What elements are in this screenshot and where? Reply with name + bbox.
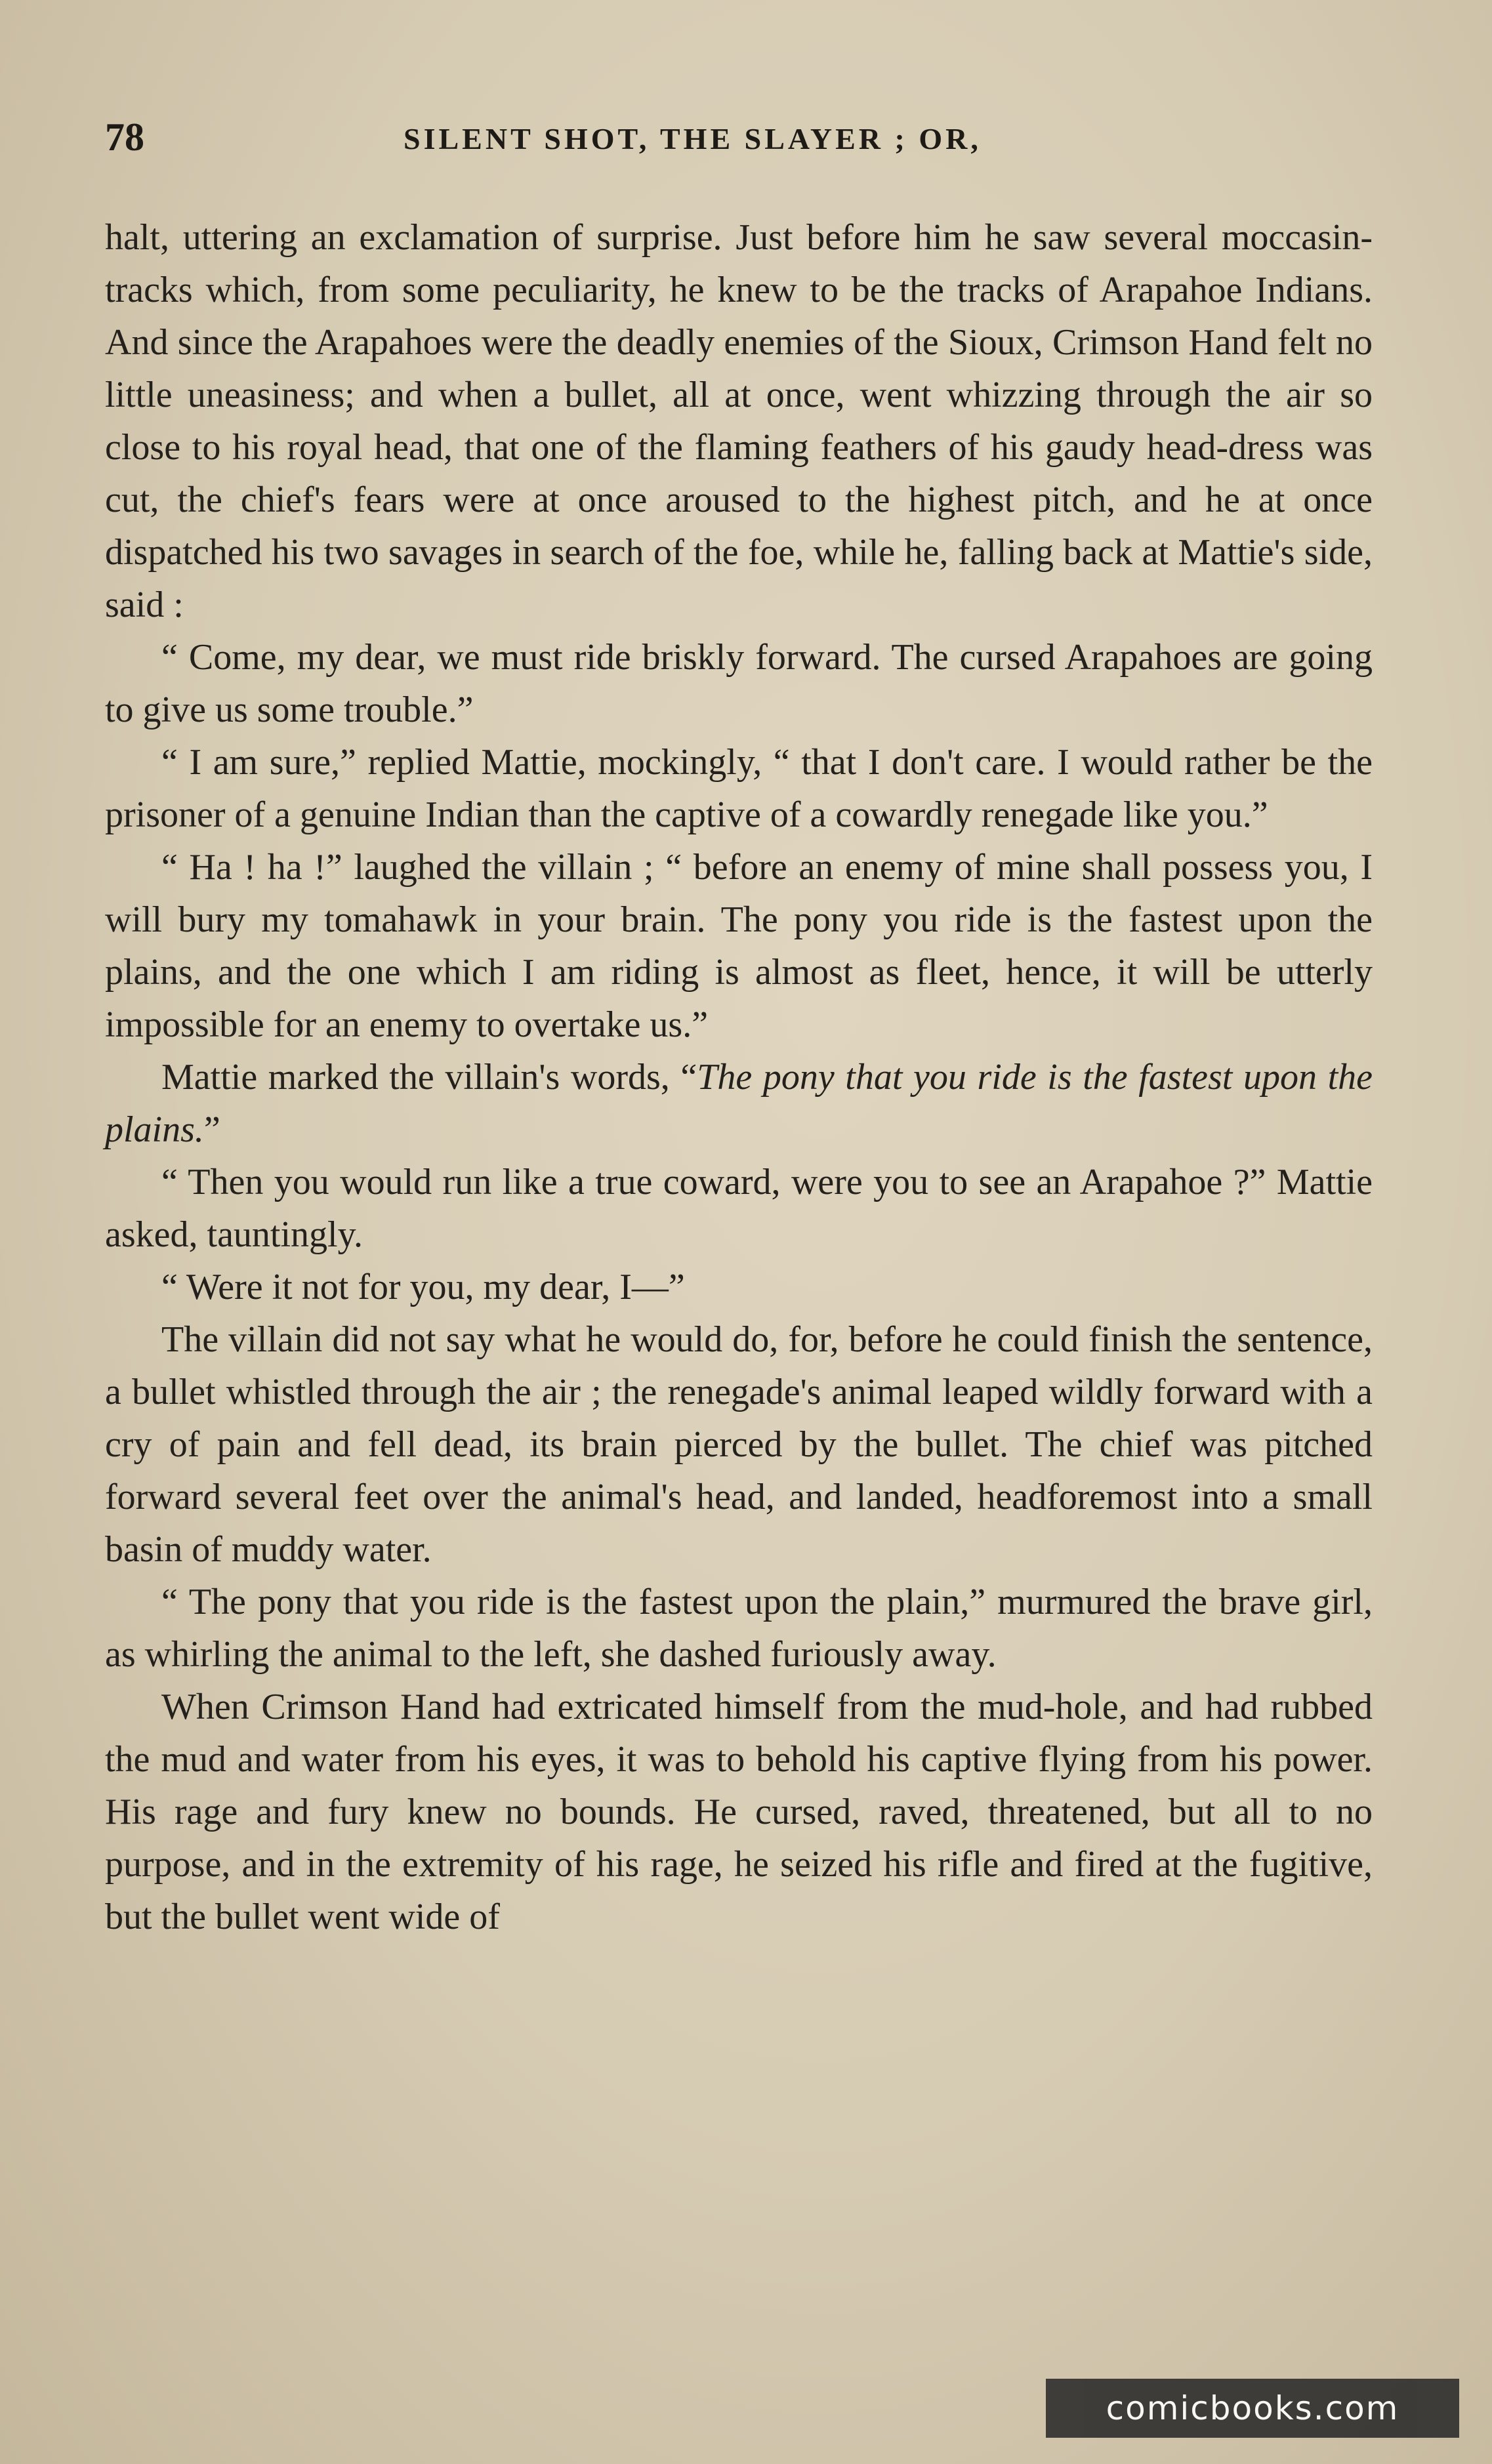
paragraph: “ Then you would run like a true coward, were you to see an Arapahoe ?” Mattie asked, tauntingly. — [105, 1162, 1373, 1255]
marked-quote: The pony that you ride is the fastest upon the plains. — [105, 1057, 1373, 1150]
marked-lead: Mattie marked the villain's words, “ — [161, 1057, 697, 1098]
paragraph: “ Ha ! ha !” laughed the villain ; “ before an enemy of mine shall possess you, I will bury my tomahawk in your brain. The pony you ride is the fastest upon the plains, and the one which I am riding is almost as fleet, hence, it will be utterly impossible for an enemy to overtake us.” — [105, 847, 1373, 1045]
paragraph: “ Were it not for you, my dear, I—” — [161, 1267, 685, 1307]
paragraph: halt, uttering an exclamation of surprise. Just before him he saw several moccasin-tracks which, from some peculiarity, he knew to be the tracks of Arapahoe Indians. And since the Arapahoes were the deadly enemies of the Sioux, Crimson Hand felt no little uneasiness; and when a bullet, all at once, went whizzing through the air so close to his royal head, that one of the flaming feathers of his gaudy head-dress was cut, the chief's fears were at once aroused to the highest pitch, and he at once dispatched his two savages in search of the foe, while he, falling back at Mattie's side, said : — [105, 217, 1373, 625]
marked-tail: ” — [203, 1109, 220, 1150]
page-number: 78 — [105, 115, 144, 159]
paragraph: “ Come, my dear, we must ride briskly forward. The cursed Arapahoes are going to give us some trouble.” — [105, 637, 1373, 730]
paragraph: When Crimson Hand had extricated himself from the mud-hole, and had rubbed the mud and water from his eyes, it was to behold his captive flying from his power. His rage and fury knew no bounds. He cursed, raved, threatened, but all to no purpose, and in the extremity of his rage, he seized his rifle and fired at the fugitive, but the bullet went wide of — [105, 1687, 1373, 1937]
paragraph-marked-words — [105, 1051, 1373, 1156]
page-header — [105, 115, 1384, 174]
body-text — [105, 211, 1373, 1943]
paragraph: “ The pony that you ride is the fastest upon the plain,” murmured the brave girl, as whirling the animal to the left, she dashed furiously away. — [105, 1582, 1373, 1675]
running-head: SILENT SHOT, THE SLAYER ; OR, — [404, 122, 982, 155]
paragraph: The villain did not say what he would do, for, before he could finish the sentence, a bullet whistled through the air ; the renegade's animal leaped wildly forward with a cry of pain and fell dead, its brain pierced by the bullet. The chief was pitched forward several feet over the animal's head, and landed, headforemost into a small basin of muddy water. — [105, 1319, 1373, 1570]
watermark: comicbooks.com — [1046, 2379, 1459, 2438]
paragraph: “ I am sure,” replied Mattie, mockingly, “ that I don't care. I would rather be the prisoner of a genuine Indian than the captive of a cowardly renegade like you.” — [105, 742, 1373, 835]
